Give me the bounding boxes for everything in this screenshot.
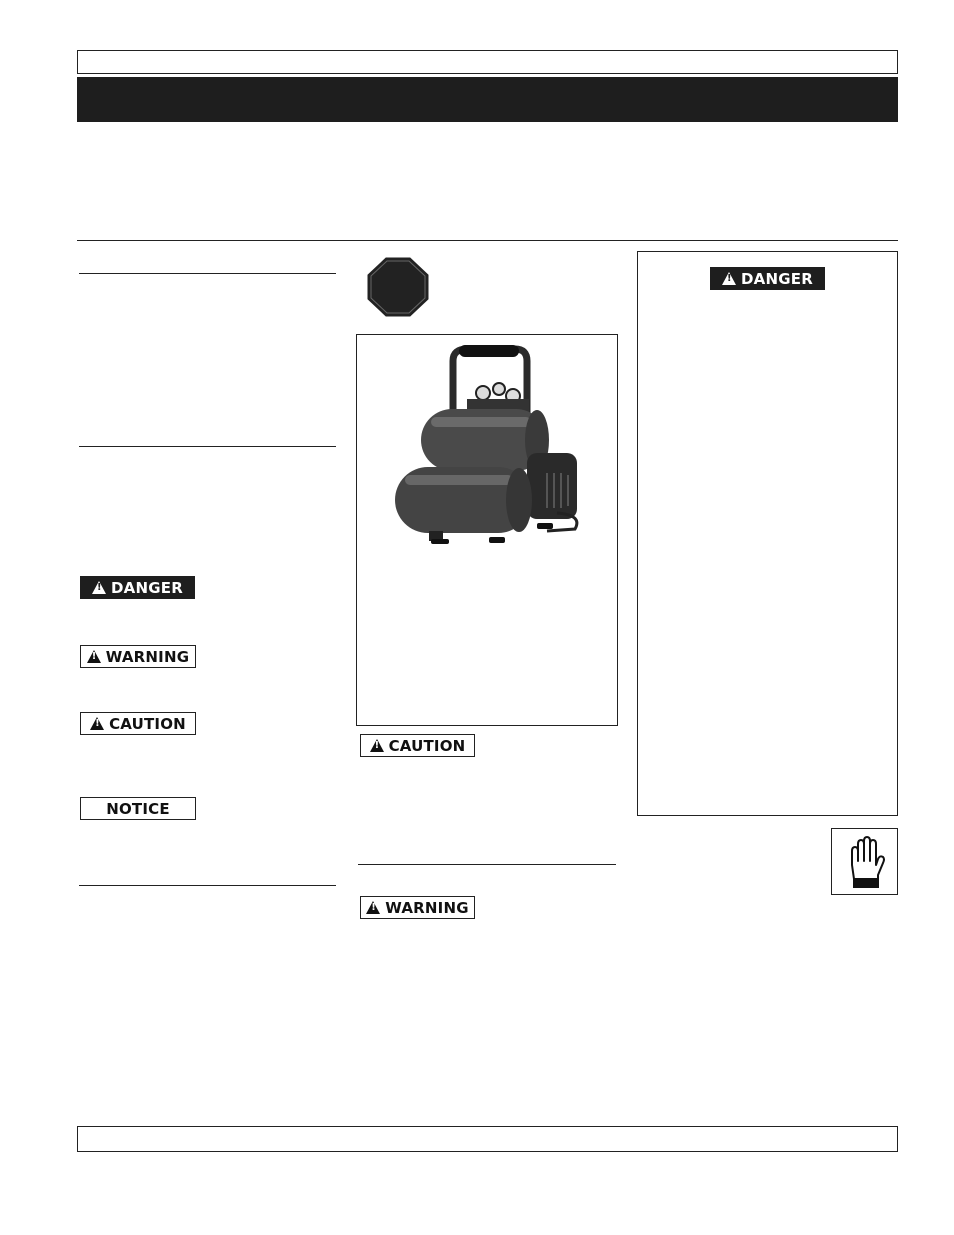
warning-triangle-icon: [366, 901, 380, 914]
warning-label-text: WARNING: [105, 647, 190, 666]
warning-triangle-icon: [90, 717, 104, 730]
warning-label-2: [360, 896, 475, 919]
danger-label-2: [710, 267, 825, 290]
header-box: [77, 50, 898, 74]
warning-triangle-icon: [92, 581, 106, 594]
caution-label-2: [360, 734, 475, 757]
left-rule-2: [79, 446, 336, 447]
air-compressor-image: [387, 343, 587, 563]
caution-label: [80, 712, 196, 735]
notice-label-text: NOTICE: [106, 799, 170, 818]
warning-label: [80, 645, 196, 668]
danger-box: [637, 251, 898, 816]
stop-sign-icon: [366, 256, 430, 318]
warning-triangle-icon: [370, 739, 384, 752]
warning-triangle-icon: [722, 272, 736, 285]
warning-triangle-icon: [87, 650, 101, 663]
danger-label: [80, 576, 195, 599]
danger-label-text: DANGER: [111, 578, 183, 597]
title-bar: [77, 77, 898, 122]
caution-label-text: CAUTION: [109, 714, 186, 733]
glove-icon-box: [831, 828, 898, 895]
warning-label-2-text: WARNING: [385, 898, 469, 917]
left-rule-1: [79, 273, 336, 274]
footer-box: [77, 1126, 898, 1152]
middle-rule: [358, 864, 616, 865]
left-rule-3: [79, 885, 336, 886]
danger-label-2-text: DANGER: [741, 269, 813, 288]
notice-label: [80, 797, 196, 820]
caution-label-2-text: CAUTION: [388, 736, 466, 755]
glove-icon: [844, 835, 888, 891]
section-divider: [77, 240, 898, 241]
figure-box: [356, 334, 618, 726]
